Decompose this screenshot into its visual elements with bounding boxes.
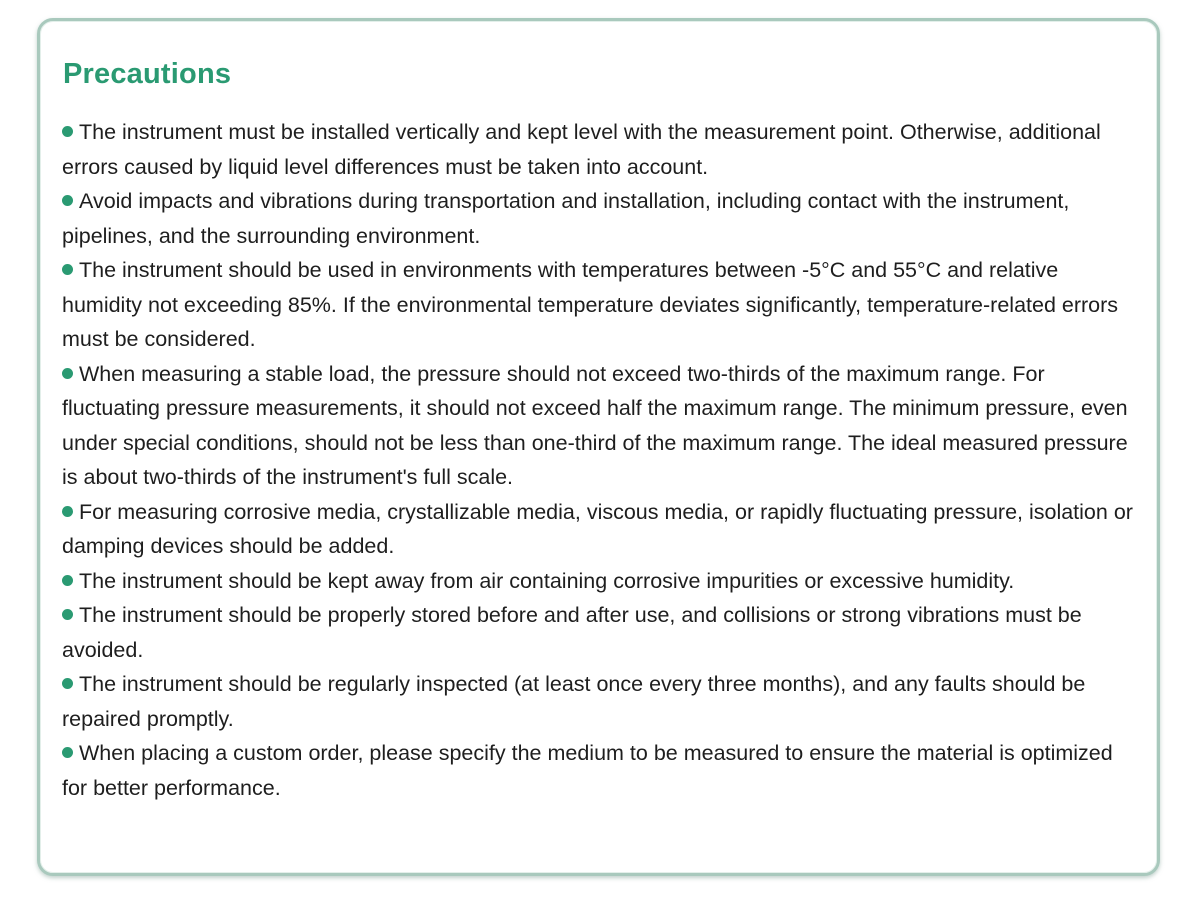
list-item: [62, 598, 1142, 667]
bullet-icon: [62, 575, 73, 586]
list-item: [62, 495, 1142, 564]
list-item-text: When measuring a stable load, the pressure should not exceed two-thirds of the maximum range. For fluctuating pressure measurements, it should not exceed half the maximum range. The minimum pressure, even under special conditions, should not be less than one-third of the maximum range. The ideal measured pressure is about two-thirds of the instrument's full scale.: [62, 361, 1128, 489]
list-item-text: The instrument should be kept away from air containing corrosive impurities or excessive humidity.: [79, 568, 1015, 593]
page-title: Precautions: [63, 58, 232, 90]
bullet-icon: [62, 506, 73, 517]
bullet-icon: [62, 368, 73, 379]
bullet-icon: [62, 609, 73, 620]
bullet-icon: [62, 264, 73, 275]
list-item: [62, 184, 1142, 253]
list-item-text: For measuring corrosive media, crystallizable media, viscous media, or rapidly fluctuating pressure, isolation or damping devices should be added.: [62, 499, 1133, 558]
bullet-icon: [62, 747, 73, 758]
list-item-text: The instrument should be regularly inspected (at least once every three months), and any faults should be repaired promptly.: [62, 672, 1086, 731]
list-item-text: When placing a custom order, please specify the medium to be measured to ensure the material is optimized for better performance.: [62, 741, 1113, 800]
list-item-text: The instrument should be properly stored before and after use, and collisions or strong vibrations must be avoided.: [62, 603, 1082, 662]
list-item: [62, 736, 1142, 805]
precautions-list: [62, 115, 1142, 805]
bullet-icon: [62, 678, 73, 689]
list-item: [62, 357, 1142, 495]
list-item-text: The instrument should be used in environments with temperatures between -5°C and 55°C and relative humidity not exceeding 85%. If the environmental temperature deviates significantly, temperature-related errors must be considered.: [62, 258, 1119, 351]
list-item-text: The instrument must be installed vertically and kept level with the measurement point. Otherwise, additional errors caused by liquid level differences must be taken into account.: [62, 120, 1101, 179]
bullet-icon: [62, 126, 73, 137]
list-item: [62, 253, 1142, 357]
list-item: [62, 564, 1142, 599]
list-item: [62, 667, 1142, 736]
bullet-icon: [62, 195, 73, 206]
list-item: [62, 115, 1142, 184]
list-item-text: Avoid impacts and vibrations during transportation and installation, including contact with the instrument, pipelines, and the surrounding environment.: [62, 189, 1070, 248]
